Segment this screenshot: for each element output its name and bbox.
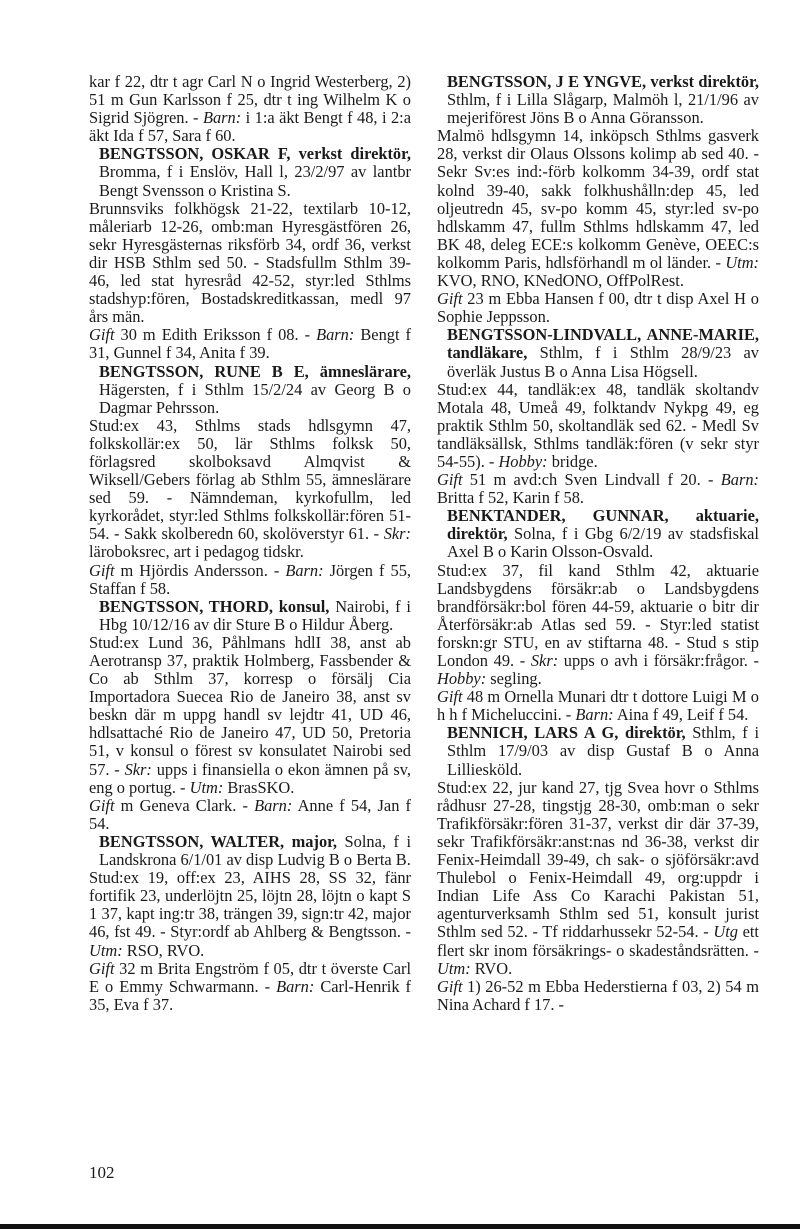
entry-heading: BENNICH, LARS A G, direktör, xyxy=(447,723,686,743)
entry-heading: BENGTSSON, RUNE B E, ämneslärare, xyxy=(99,361,411,381)
skr-text: läroboksrec, art i pedagog tidskr. xyxy=(89,542,304,562)
gift-text: 1) 26-52 m Ebba Hederstierna f 03, 2) 54 m Nina Achard f 17. - xyxy=(437,976,759,1014)
gift-label: Gift xyxy=(437,470,463,490)
utm-label: Utm: xyxy=(89,940,123,960)
entry-career: Stud:ex 19, off:ex 23, AIHS 28, SS 32, fänr fortifik 23, underlöjtn 25, löjtn 28, löjtn o kapt S 1 37, kapt ing:tr 38, trängen 39, sign:tr 42, major 46, fst 49. - Styr:ordf ab Ahlberg & Bengtsson. - xyxy=(89,868,411,942)
entry-heading: BENGTSSON, THORD, konsul, xyxy=(99,596,330,616)
skr-text: upps i finansiella o ekon ämnen på sv, eng o portug. - xyxy=(89,759,411,797)
skr-label: Skr: xyxy=(530,651,559,670)
barn-text: Anne f 54, Jan f 54. xyxy=(89,795,412,833)
entry-bengtsson-thord xyxy=(89,598,411,833)
entry-bengtsson-walter xyxy=(89,833,411,1014)
entry-career: Stud:ex Lund 36, Påhlmans hdlI 38, anst ab Aerotransp 37, praktik Holmberg, Fassbender & Co ab Sthlm 37, korresp o försälj Cia Importadora Suecea Rio de Janeiro 38, anst sv beskn där m uppg handl sv lejdtr 41, UD 46, hdlsattaché Rio de Janeiro 47, UD 50, Pretoria 51, v konsul o förest sv konsulatet Nairobi sed 57. - xyxy=(89,632,411,779)
gift-text: 51 m avd:ch Sven Lindvall f 20. - xyxy=(462,470,721,490)
barn-text: Bengt f 31, Gunnel f 34, Anita f 39. xyxy=(89,325,411,363)
hobby-label: Hobby: xyxy=(498,451,548,471)
gift-text: 32 m Brita Engström f 05, dtr t överste Carl E o Emmy Schwarmann. - xyxy=(89,958,411,996)
utm-text: BrasSKO. xyxy=(223,777,295,797)
entry-bennich-lars xyxy=(437,724,759,1014)
gift-text: 23 m Ebba Hansen f 00, dtr t disp Axel H o Sophie Jeppsson. xyxy=(437,289,759,327)
entry-career: Stud:ex 22, jur kand 27, tjg Svea hovr o Sthlms rådhusr 27-28, tingstjg 28-30, omb:man o sekr Trafikförsäkr:fören 31-37, verkst dir där 37-39, sekr Trafikförsäkr:anst:nas nd 36-38, verkst dir Fenix-Heimdall 39-49, ch sak- o sjöförsäkr:avd Thulebol o Fenix-Heimdall 49, org:uppdr i Indian Life Ass Co Karachi Pakistan 51, agenturverksamh Sthlm sed 51, konsult jurist Sthlm sed 52. - Tf riddarhussekr 52-54. - xyxy=(437,777,759,942)
utg-text: ett flert skr inom försäkrings- o skadeståndsrätten. - xyxy=(437,922,759,960)
entry-intro: Bromma, f i Enslöv, Hall l, 23/2/97 av lantbr Bengt Svensson o Kristina S. xyxy=(99,162,411,200)
utm-text: RSO, RVO. xyxy=(122,940,205,960)
gift-label: Gift xyxy=(89,958,115,978)
entry-bengtsson-rune xyxy=(89,363,411,598)
barn-label: Barn: xyxy=(720,470,759,490)
gift-text: m Geneva Clark. - xyxy=(114,795,255,815)
gift-label: Gift xyxy=(89,795,115,815)
gift-text: m Hjördis Andersson. - xyxy=(114,560,286,580)
barn-text: Aina f 49, Leif f 54. xyxy=(613,705,749,725)
entry-career: Stud:ex 44, tandläk:ex 48, tandläk skoltandv Motala 48, Umeå 49, folktandv Nykpg 49, eg praktik Sthlm 50, skoltandläk sed 62. - Medl Sv tandläksällsk, Sthlms tandläk:fören (v sekr styr 54-55). - xyxy=(437,379,759,471)
skr-label: Skr: xyxy=(383,524,411,544)
utm-label: Utm: xyxy=(437,958,471,978)
skr-label: Skr: xyxy=(124,759,152,779)
entry-career: Stud:ex 43, Sthlms stads hdlsgymn 47, folkskollär:ex 50, lär Sthlms folksk 50, förlagsred skolboksavd Almqvist & Wiksell/Gebers förlag ab Sthlm 55, ämneslärare sed 59. - Nämndeman, kyrkofullm, led kyrkorådet, styr:led Sthlms folkskollär:fören 51-54. - Sakk skolberedn 60, skolöverstyr 61. - xyxy=(89,415,411,544)
gift-label: Gift xyxy=(437,289,463,309)
skr-text: upps o avh i försäkr:frågor. - xyxy=(558,651,759,670)
entry-intro: Sthlm, f i Sthlm 17/9/03 av disp Gustaf B o Anna Lilliesköld. xyxy=(447,723,759,779)
entry-intro: Nairobi, f i Hbg 10/12/16 av dir Sture B o Hildur Åberg. xyxy=(99,596,411,634)
continued-entry xyxy=(89,73,411,145)
barn-text: Jörgen f 55, Staffan f 58. xyxy=(89,560,411,598)
continued-text: kar f 22, dtr t agr Carl N o Ingrid Westerberg, 2) 51 m Gun Karlsson f 25, dtr t ing Wilhelm K o Sigrid Sjögren. - xyxy=(89,72,411,128)
entry-intro: Solna, f i Landskrona 6/1/01 av disp Ludvig B o Berta B. xyxy=(99,831,411,870)
entry-intro: Sthlm, f i Lilla Slågarp, Malmöh l, 21/1/96 av mejeriförest Jöns B o Anna Göransson. xyxy=(447,90,759,128)
entry-career: Malmö hdlsgymn 14, inköpsch Sthlms gasverk 28, verkst dir Olaus Olssons kolimp ab sed 40. - Sekr Sv:es ind:-förb kolkomm 34-39, ordf stat kolnd 39-40, sakk folkhushålln:dep 45, led oljeutredn 45, sv-po komm 45, styr:led sv-po hdlskamm 47, fullm Sthlms hdlskamm 47, led BK 48, deleg ECE:s kolkomm Genève, OEEC:s kolkomm Paris, hdlsförhandl m ol länder. - xyxy=(437,126,759,272)
left-column xyxy=(89,73,411,1014)
barn-label: Barn: xyxy=(202,108,242,128)
bottom-edge xyxy=(0,1224,800,1229)
entry-heading: BENGTSSON, J E YNGVE, verkst direktör, xyxy=(447,72,759,91)
gift-label: Gift xyxy=(437,976,463,996)
hobby-label: Hobby: xyxy=(437,669,487,689)
gift-label: Gift xyxy=(437,687,463,707)
entry-career: Brunnsviks folkhögsk 21-22, textilarb 10-12, måleriarb 12-26, omb:man Hyresgästfören 26, sekr Hyresgästernas riksförb 34, ordf 36, verkst dir HSB Sthlm sed 50. - Stadsfullm Sthlm 39-46, led stat hyresråd 42-52, styr:led Sthlms stadshyp:fören, Bostadskreditkassan, medl 97 års män. xyxy=(89,198,411,327)
entry-intro: Sthlm, f i Sthlm 28/9/23 av överläk Justus B o Anna Lisa Högsell. xyxy=(447,343,759,381)
gift-label: Gift xyxy=(89,560,115,580)
right-column xyxy=(437,73,759,1014)
entry-heading: BENKTANDER, GUNNAR, aktuarie, direktör, xyxy=(447,506,759,544)
gift-text: 30 m Edith Eriksson f 08. - xyxy=(114,325,317,345)
barn-label: Barn: xyxy=(254,795,293,815)
gift-label: Gift xyxy=(89,325,115,345)
entry-intro: Solna, f i Gbg 6/2/19 av stadsfiskal Axel B o Karin Olsson-Osvald. xyxy=(447,524,759,562)
entry-benktander-gunnar xyxy=(437,507,759,724)
entry-heading: BENGTSSON, WALTER, major, xyxy=(99,831,338,851)
hobby-text: bridge. xyxy=(547,451,598,471)
utm-text: RVO. xyxy=(470,958,513,978)
entry-intro: Hägersten, f i Sthlm 15/2/24 av Georg B o Dagmar Pehrsson. xyxy=(99,379,411,417)
barn-text: i 1:a äkt Bengt f 48, i 2:a äkt Ida f 57, Sara f 60. xyxy=(89,108,411,146)
entry-heading: BENGTSSON-LINDVALL, ANNE-MARIE, tandläkare, xyxy=(447,325,759,363)
utm-label: Utm: xyxy=(189,777,224,797)
entry-heading: BENGTSSON, OSKAR F, verkst direktör, xyxy=(99,144,411,164)
gift-text: 48 m Ornella Munari dtr t dottore Luigi M o h h f Micheluccini. - xyxy=(437,687,759,725)
barn-label: Barn: xyxy=(316,325,355,345)
hobby-text: segling. xyxy=(486,669,542,689)
barn-text: Carl-Henrik f 35, Eva f 37. xyxy=(89,976,411,1014)
barn-label: Barn: xyxy=(285,560,324,580)
entry-bengtsson-oskar xyxy=(89,145,411,362)
page-number: 102 xyxy=(89,1163,115,1182)
entry-bengtsson-lindvall xyxy=(437,326,759,507)
barn-label: Barn: xyxy=(276,976,315,996)
entry-career: Stud:ex 37, fil kand Sthlm 42, aktuarie Landsbygdens försäkr:ab o Landsbygdens brandförsäkr:bol fören 44-59, aktuarie o bitr dir Återförsäkr:ab Atlas sed 59. - Styr:led statist forskn:gr STU, en av stiftarna 48. - Stud s stip London 49. - xyxy=(437,560,759,670)
utm-text: KVO, RNO, KNedONO, OffPolRest. xyxy=(437,271,684,291)
barn-label: Barn: xyxy=(575,705,614,725)
barn-text: Britta f 52, Karin f 58. xyxy=(437,488,585,508)
entry-bengtsson-yngve xyxy=(437,73,759,326)
utg-label: Utg xyxy=(713,922,738,942)
utm-label: Utm: xyxy=(725,252,759,272)
